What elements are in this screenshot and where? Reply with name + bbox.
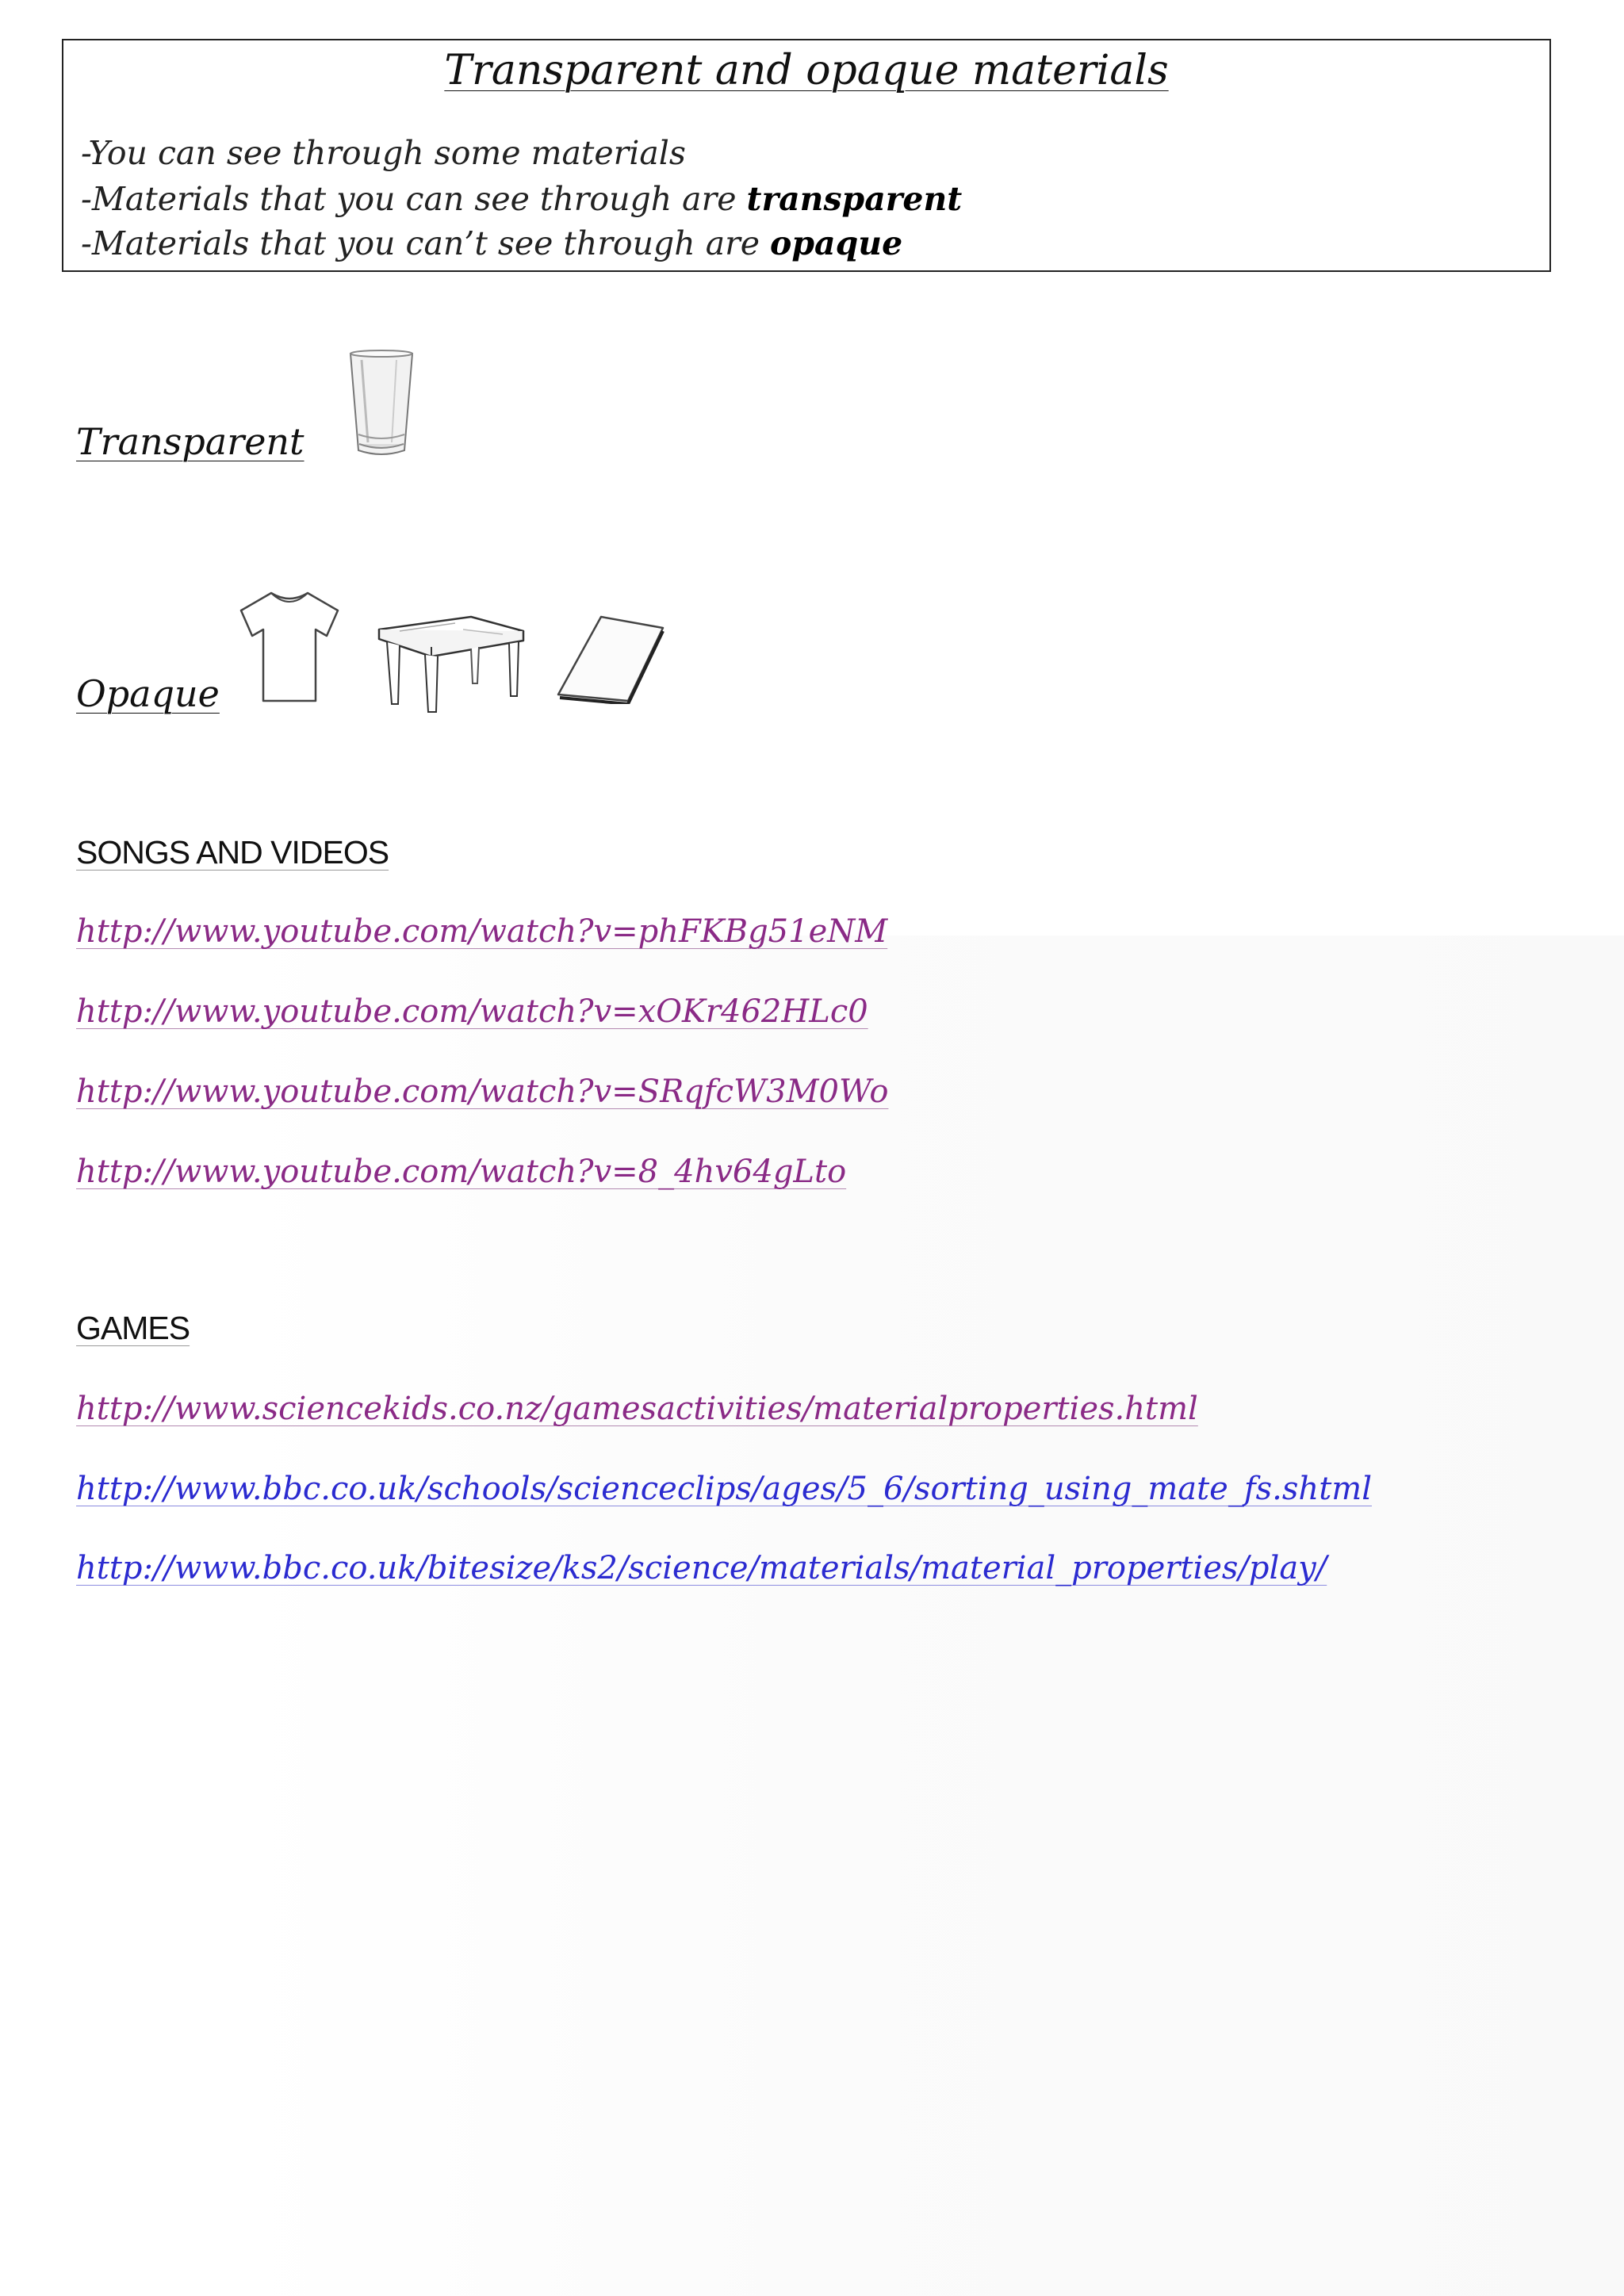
term-opaque: opaque (770, 224, 903, 262)
transparent-label: Transparent (76, 420, 304, 463)
table-image (376, 607, 527, 715)
game-link-2[interactable]: http://www.bbc.co.uk/schools/scienceclips/ages/5_6/sorting_using_mate_fs.shtml (76, 1471, 1372, 1507)
page-background-shade (238, 936, 1624, 2296)
glass-image (346, 349, 417, 460)
song-link-2[interactable]: http://www.youtube.com/watch?v=xOKr462HLc0 (76, 993, 868, 1030)
definition-line-2-text: -Materials that you can see through are (81, 180, 747, 218)
song-link-4[interactable]: http://www.youtube.com/watch?v=8_4hv64gLto (76, 1154, 847, 1190)
page-title: Transparent and opaque materials (444, 47, 1169, 94)
song-link-3[interactable]: http://www.youtube.com/watch?v=SRqfcW3M0Wo (76, 1073, 889, 1110)
paper-image (555, 612, 666, 704)
tshirt-image (238, 587, 341, 706)
game-link-1[interactable]: http://www.sciencekids.co.nz/gamesactivities/materialproperties.html (76, 1391, 1198, 1427)
definition-line-2 (81, 180, 962, 218)
term-transparent: transparent (746, 180, 963, 218)
game-link-3[interactable]: http://www.bbc.co.uk/bitesize/ks2/science/materials/material_properties/play/ (76, 1550, 1327, 1586)
opaque-label: Opaque (76, 672, 220, 715)
games-heading: GAMES (76, 1310, 190, 1346)
definition-line-3-text: -Materials that you can’t see through are (81, 224, 771, 262)
song-link-1[interactable]: http://www.youtube.com/watch?v=phFKBg51eNM (76, 913, 888, 950)
definition-line-1-text: -You can see through some materials (81, 134, 686, 172)
definition-line-3 (81, 224, 902, 262)
definition-box (62, 39, 1551, 272)
songs-heading: SONGS AND VIDEOS (76, 834, 389, 871)
definition-line-1 (81, 134, 686, 172)
